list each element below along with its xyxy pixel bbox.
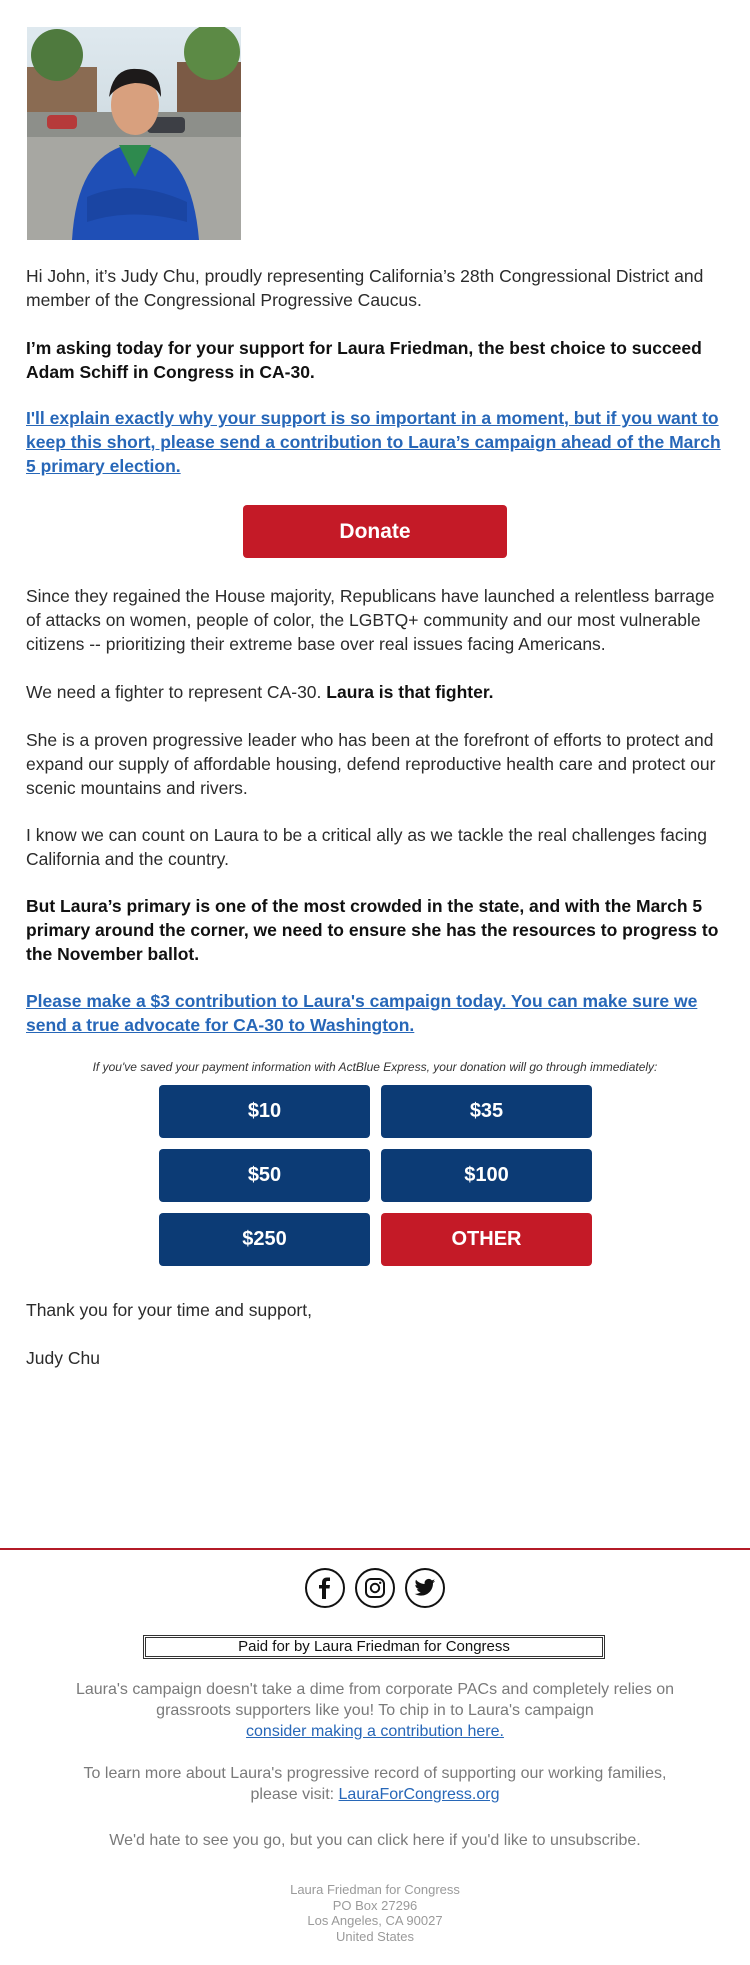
donate-35-button[interactable]: $35 <box>381 1085 592 1138</box>
intro-link-paragraph <box>26 406 726 478</box>
thanks-text: Thank you for your time and support, <box>26 1300 312 1320</box>
learn-more-paragraph <box>60 1763 690 1805</box>
fighter-text: We need a fighter to represent CA-30. <box>26 682 322 702</box>
ask-paragraph: I’m asking today for your support for Laura Friedman, the best choice to succeed Adam Schiff in Congress in CA-30. <box>26 338 702 382</box>
actblue-note: If you've saved your payment information with ActBlue Express, your donation will go through immediately: <box>92 1060 658 1074</box>
donate-100-button[interactable]: $100 <box>381 1149 592 1202</box>
mailing-address <box>0 1882 750 1944</box>
donate-10-button[interactable]: $10 <box>159 1085 370 1138</box>
judy-chu-photo <box>27 27 241 240</box>
instagram-icon[interactable] <box>355 1568 395 1608</box>
pacs-paragraph <box>60 1679 690 1742</box>
address-line: Los Angeles, CA 90027 <box>307 1913 443 1928</box>
three-dollar-link-paragraph <box>26 989 726 1037</box>
donate-50-button[interactable]: $50 <box>159 1149 370 1202</box>
fighter-paragraph <box>26 680 726 704</box>
learn-more-text: To learn more about Laura's progressive record of supporting our working families, please visit: <box>83 1765 667 1803</box>
donate-other-button[interactable]: OTHER <box>381 1213 592 1266</box>
address-line: United States <box>335 1928 415 1944</box>
leader-paragraph: She is a proven progressive leader who has been at the forefront of efforts to protect and expand our supply of affordable housing, defend reproductive health care and protect our scenic mountains and rivers. <box>26 730 716 798</box>
fighter-bold-text: Laura is that fighter. <box>326 682 494 702</box>
footer-divider <box>0 1548 750 1550</box>
donate-250-button[interactable]: $250 <box>159 1213 370 1266</box>
contribution-link-three-dollar[interactable]: Please make a $3 contribution to Laura's campaign today. You can make sure we send a true advocate for CA-30 to Washington. <box>26 991 698 1035</box>
contribution-here-link[interactable]: consider making a contribution here. <box>246 1723 504 1740</box>
laura-for-congress-link[interactable]: LauraForCongress.org <box>338 1786 500 1803</box>
donate-button[interactable]: Donate <box>243 505 507 558</box>
ally-paragraph: I know we can count on Laura to be a critical ally as we tackle the real challenges facing California and the country. <box>26 825 707 869</box>
primary-paragraph: But Laura’s primary is one of the most crowded in the state, and with the March 5 primary around the corner, we need to ensure she has the resources to progress to the November ballot. <box>26 896 719 964</box>
unsubscribe-text[interactable]: We'd hate to see you go, but you can click here if you'd like to unsubscribe. <box>109 1832 641 1849</box>
house-majority-paragraph: Since they regained the House majority, Republicans have launched a relentless barrage of attacks on women, people of color, the LGBTQ+ community and our most vulnerable citizens -- prioritizing their extreme base over real issues facing Americans. <box>26 586 715 654</box>
contribution-link-primary[interactable]: I'll explain exactly why your support is so important in a moment, but if you want to keep this short, please send a contribution to Laura’s campaign ahead of the March 5 primary election. <box>26 408 721 476</box>
pacs-text: Laura's campaign doesn't take a dime from corporate PACs and completely relies on grassroots supporters like you! To chip in to Laura's campaign <box>75 1681 675 1719</box>
facebook-icon[interactable] <box>305 1568 345 1608</box>
twitter-icon[interactable] <box>405 1568 445 1608</box>
address-line: Laura Friedman for Congress <box>290 1882 460 1897</box>
paid-for-by-disclaimer: Paid for by Laura Friedman for Congress <box>143 1635 605 1659</box>
greeting-paragraph: Hi John, it’s Judy Chu, proudly representing California’s 28th Congressional District and member of the Congressional Progressive Caucus. <box>26 266 704 310</box>
address-line: PO Box 27296 <box>332 1897 418 1913</box>
signature: Judy Chu <box>26 1348 100 1368</box>
